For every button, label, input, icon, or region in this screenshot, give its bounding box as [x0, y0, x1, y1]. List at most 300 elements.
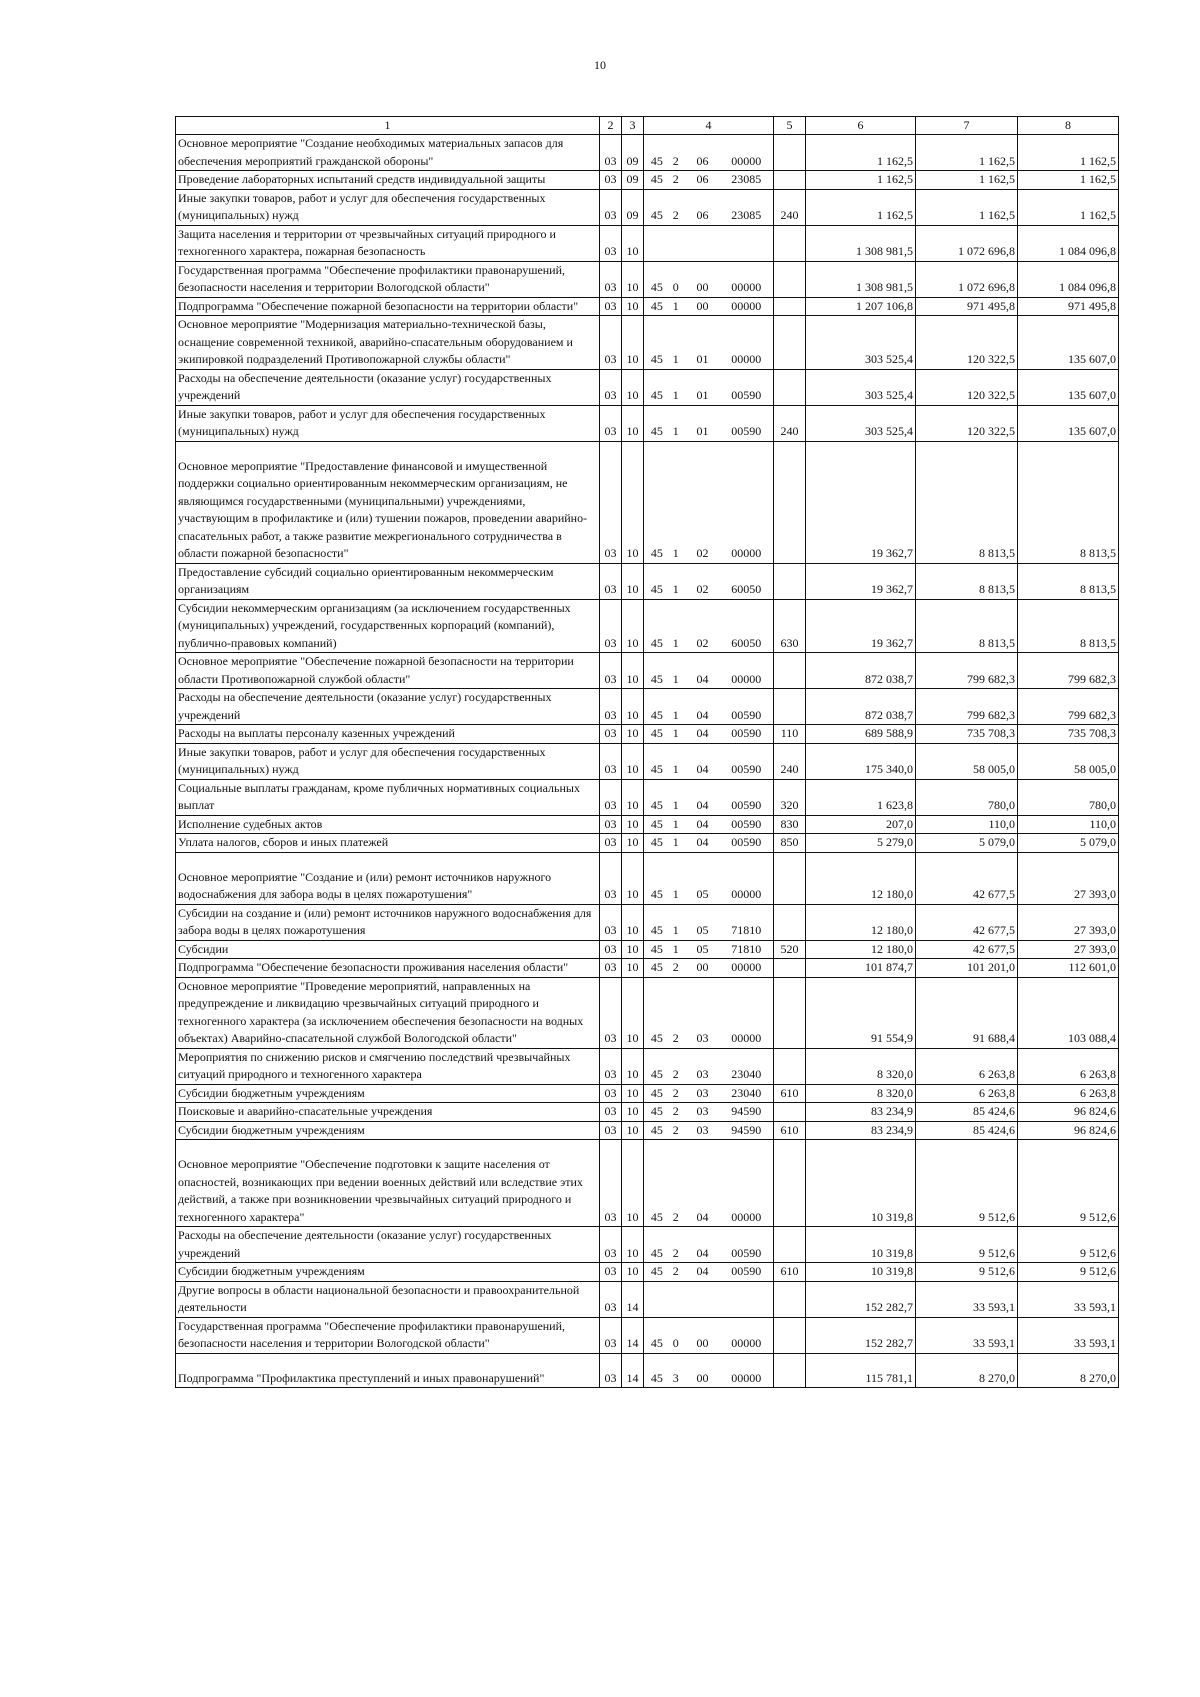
amount-col-7: 33 593,1: [916, 1317, 1018, 1353]
row-name: Уплата налогов, сборов и иных платежей: [178, 835, 389, 849]
table-row: [176, 834, 1119, 853]
subprogram-code: 1: [672, 941, 679, 956]
row-name-cell: [176, 1317, 600, 1353]
event-code: 04: [696, 1209, 709, 1224]
table-row: [176, 297, 1119, 316]
code-target-article: [644, 441, 774, 563]
direction-code: 23085: [731, 208, 762, 222]
row-name: Предоставление субсидий социально ориентированным некоммерческим организациям: [178, 564, 554, 596]
expense-type-code: [774, 563, 806, 599]
code-section: 03: [600, 225, 622, 261]
expense-type-code: [774, 1103, 806, 1122]
code-subsection: 09: [622, 135, 644, 171]
amount-col-8: 135 607,0: [1018, 369, 1119, 405]
direction-code: 71810: [731, 923, 762, 937]
row-name-cell: [176, 441, 600, 563]
code-section: 03: [600, 563, 622, 599]
program-code: 45: [650, 153, 663, 168]
event-code: 00: [696, 1336, 709, 1350]
program-code: 45: [650, 1209, 663, 1224]
direction-code: 00000: [731, 153, 762, 168]
subprogram-code: 2: [672, 172, 679, 186]
row-name-cell: [176, 225, 600, 261]
expense-type-code: 610: [774, 1084, 806, 1103]
code-subsection: 10: [622, 815, 644, 834]
program-code: 45: [650, 546, 663, 560]
event-code: 04: [696, 835, 709, 849]
subprogram-code: 1: [672, 923, 679, 937]
amount-col-6: 10 319,8: [806, 1227, 916, 1263]
code-subsection: 10: [622, 852, 644, 904]
code-section: 03: [600, 959, 622, 978]
subprogram-code: 2: [672, 1067, 679, 1081]
code-subsection: 10: [622, 441, 644, 563]
subprogram-code: 1: [672, 816, 679, 831]
expense-type-code: 240: [774, 743, 806, 779]
code-subsection: 10: [622, 1103, 644, 1122]
code-target-article: [644, 1227, 774, 1263]
amount-col-7: 1 072 696,8: [916, 225, 1018, 261]
subprogram-code: 1: [672, 835, 679, 849]
subprogram-code: 3: [672, 1370, 679, 1385]
col-header-2: 2: [600, 117, 622, 135]
table-row: [176, 189, 1119, 225]
code-section: 03: [600, 725, 622, 744]
expense-type-code: [774, 653, 806, 689]
amount-col-6: 152 282,7: [806, 1317, 916, 1353]
code-section: 03: [600, 1317, 622, 1353]
code-section: 03: [600, 904, 622, 940]
table-row: [176, 405, 1119, 441]
code-section: 03: [600, 441, 622, 563]
event-code: 01: [696, 388, 709, 402]
direction-code: 23085: [731, 172, 762, 186]
amount-col-8: 135 607,0: [1018, 316, 1119, 370]
table-row: [176, 563, 1119, 599]
code-section: 03: [600, 135, 622, 171]
event-code: 00: [696, 298, 709, 313]
code-target-article: [644, 1317, 774, 1353]
direction-code: 00000: [731, 1031, 762, 1045]
event-code: 06: [696, 172, 709, 186]
event-code: 02: [696, 546, 709, 560]
table-row: [176, 1121, 1119, 1140]
program-code: 45: [650, 1264, 663, 1278]
row-name: Субсидии некоммерческим организациям (за исключением государственных (муниципальных) учреждений, государственных корпораций (компаний), публично-правовых компаний): [178, 600, 571, 650]
amount-col-8: 112 601,0: [1018, 959, 1119, 978]
amount-col-6: 12 180,0: [806, 940, 916, 959]
program-code: 45: [650, 424, 663, 438]
col-header-1: 1: [176, 117, 600, 135]
col-header-4: 4: [644, 117, 774, 135]
amount-col-6: 1 623,8: [806, 779, 916, 815]
amount-col-7: 9 512,6: [916, 1140, 1018, 1227]
amount-col-8: 1 162,5: [1018, 189, 1119, 225]
code-subsection: 10: [622, 1121, 644, 1140]
row-name: Мероприятия по снижению рисков и смягчению последствий чрезвычайных ситуаций природного и техногенного характера: [178, 1049, 571, 1081]
code-target-article: [644, 297, 774, 316]
row-name: Расходы на обеспечение деятельности (оказание услуг) государственных учреждений: [178, 370, 552, 402]
program-code: 45: [650, 671, 663, 686]
amount-col-8: 8 813,5: [1018, 599, 1119, 653]
code-target-article: [644, 225, 774, 261]
expense-type-code: [774, 225, 806, 261]
code-section: 03: [600, 977, 622, 1048]
event-code: 04: [696, 816, 709, 831]
subprogram-code: 1: [672, 726, 679, 740]
amount-col-7: 85 424,6: [916, 1103, 1018, 1122]
direction-code: 00590: [731, 816, 762, 831]
amount-col-6: 1 162,5: [806, 171, 916, 190]
amount-col-6: 175 340,0: [806, 743, 916, 779]
amount-col-8: 27 393,0: [1018, 852, 1119, 904]
program-code: 45: [650, 298, 663, 313]
code-subsection: 10: [622, 725, 644, 744]
code-target-article: [644, 261, 774, 297]
row-name: Защита населения и территории от чрезвычайных ситуаций природного и техногенного характера, пожарная безопасность: [178, 226, 556, 258]
event-code: 02: [696, 582, 709, 596]
amount-col-8: 780,0: [1018, 779, 1119, 815]
amount-col-6: 8 320,0: [806, 1084, 916, 1103]
amount-col-6: 101 874,7: [806, 959, 916, 978]
amount-col-6: 19 362,7: [806, 441, 916, 563]
amount-col-6: 83 234,9: [806, 1121, 916, 1140]
row-name: Подпрограмма "Обеспечение пожарной безопасности на территории области": [178, 298, 579, 313]
expense-type-code: [774, 904, 806, 940]
direction-code: 00000: [731, 1336, 762, 1350]
subprogram-code: 1: [672, 707, 679, 722]
expense-type-code: 630: [774, 599, 806, 653]
row-name: Субсидии бюджетным учреждениям: [178, 1085, 365, 1100]
subprogram-code: 2: [672, 1264, 679, 1278]
row-name-cell: [176, 653, 600, 689]
subprogram-code: 1: [672, 388, 679, 402]
amount-col-8: 33 593,1: [1018, 1317, 1119, 1353]
direction-code: 23040: [731, 1067, 762, 1081]
amount-col-8: 971 495,8: [1018, 297, 1119, 316]
amount-col-7: 85 424,6: [916, 1121, 1018, 1140]
amount-col-7: 1 162,5: [916, 135, 1018, 171]
row-name-cell: [176, 940, 600, 959]
direction-code: 00590: [731, 424, 762, 438]
event-code: 04: [696, 762, 709, 776]
amount-col-7: 9 512,6: [916, 1227, 1018, 1263]
subprogram-code: 2: [672, 1031, 679, 1045]
code-target-article: [644, 779, 774, 815]
subprogram-code: 2: [672, 153, 679, 168]
event-code: 05: [696, 941, 709, 956]
code-target-article: [644, 689, 774, 725]
table-row: [176, 904, 1119, 940]
amount-col-7: 8 270,0: [916, 1353, 1018, 1388]
row-name: Основное мероприятие "Предоставление финансовой и имущественной поддержки социально ориентированным некоммерческим организациям, не являющимся государственными (муниципальными) учреждениями, участвующим в профилактике и (или) тушении пожаров, проведении аварийно-спасательных работ, а также развитие межрегионального сотрудничества в области пожарной безопасности": [178, 458, 588, 560]
amount-col-8: 27 393,0: [1018, 904, 1119, 940]
program-code: 45: [650, 1336, 663, 1350]
code-target-article: [644, 171, 774, 190]
expense-type-code: [774, 1353, 806, 1388]
amount-col-6: 872 038,7: [806, 689, 916, 725]
amount-col-8: 1 084 096,8: [1018, 225, 1119, 261]
amount-col-6: 1 162,5: [806, 135, 916, 171]
row-name-cell: [176, 563, 600, 599]
amount-col-6: 83 234,9: [806, 1103, 916, 1122]
row-name: Расходы на обеспечение деятельности (оказание услуг) государственных учреждений: [178, 1228, 552, 1260]
table-row: [176, 1084, 1119, 1103]
code-section: 03: [600, 815, 622, 834]
expense-type-code: [774, 369, 806, 405]
program-code: 45: [650, 172, 663, 186]
program-code: 45: [650, 835, 663, 849]
amount-col-8: 96 824,6: [1018, 1103, 1119, 1122]
table-row: [176, 959, 1119, 978]
amount-col-6: 19 362,7: [806, 563, 916, 599]
code-target-article: [644, 1048, 774, 1084]
table-row: [176, 1263, 1119, 1282]
table-row: [176, 599, 1119, 653]
direction-code: 00590: [731, 726, 762, 740]
direction-code: 23040: [731, 1085, 762, 1100]
amount-col-6: 207,0: [806, 815, 916, 834]
row-name: Иные закупки товаров, работ и услуг для обеспечения государственных (муниципальных) нужд: [178, 744, 546, 776]
row-name: Основное мероприятие "Создание необходимых материальных запасов для обеспечения мероприятий гражданской обороны": [178, 136, 564, 168]
expense-type-code: [774, 959, 806, 978]
direction-code: 00590: [731, 835, 762, 849]
amount-col-7: 101 201,0: [916, 959, 1018, 978]
code-section: 03: [600, 405, 622, 441]
amount-col-8: 1 162,5: [1018, 171, 1119, 190]
code-subsection: 10: [622, 599, 644, 653]
table-row: [176, 316, 1119, 370]
col-header-5: 5: [774, 117, 806, 135]
code-subsection: 10: [622, 743, 644, 779]
amount-col-7: 1 162,5: [916, 189, 1018, 225]
amount-col-7: 5 079,0: [916, 834, 1018, 853]
code-subsection: 10: [622, 316, 644, 370]
code-subsection: 10: [622, 369, 644, 405]
expense-type-code: 240: [774, 405, 806, 441]
program-code: 45: [650, 1085, 663, 1100]
table-row: [176, 1140, 1119, 1227]
code-section: 03: [600, 261, 622, 297]
amount-col-6: 10 319,8: [806, 1140, 916, 1227]
code-subsection: 10: [622, 261, 644, 297]
row-name-cell: [176, 904, 600, 940]
amount-col-6: 152 282,7: [806, 1281, 916, 1317]
amount-col-6: 5 279,0: [806, 834, 916, 853]
event-code: 03: [696, 1067, 709, 1081]
row-name: Основное мероприятие "Модернизация материально-технической базы, оснащение современной техникой, аварийно-спасательным оборудованием и экипировкой подразделений Противопожарной службы области": [178, 317, 573, 366]
expense-type-code: [774, 171, 806, 190]
program-code: 45: [650, 388, 663, 402]
row-name-cell: [176, 1048, 600, 1084]
table-row: [176, 743, 1119, 779]
row-name: Субсидии на создание и (или) ремонт источников наружного водоснабжения для забора воды в целях пожаротушения: [178, 905, 592, 937]
event-code: 03: [696, 1122, 709, 1137]
code-subsection: 10: [622, 834, 644, 853]
event-code: 03: [696, 1104, 709, 1118]
code-subsection: 10: [622, 779, 644, 815]
subprogram-code: 0: [672, 1336, 679, 1350]
amount-col-8: 110,0: [1018, 815, 1119, 834]
row-name-cell: [176, 1227, 600, 1263]
table-row: [176, 1227, 1119, 1263]
amount-col-8: 799 682,3: [1018, 653, 1119, 689]
direction-code: 60050: [731, 635, 762, 650]
code-subsection: 10: [622, 1048, 644, 1084]
row-name: Основное мероприятие "Создание и (или) ремонт источников наружного водоснабжения для забора воды в целях пожаротушения": [178, 869, 552, 901]
amount-col-7: 42 677,5: [916, 940, 1018, 959]
code-section: 03: [600, 1263, 622, 1282]
expense-type-code: 110: [774, 725, 806, 744]
code-target-article: [644, 653, 774, 689]
row-name: Основное мероприятие "Проведение мероприятий, направленных на предупреждение и ликвидацию чрезвычайных ситуаций природного и техногенного характера (за исключением обеспечения безопасности на водных объектах) Аварийно-спасательной службой Вологодской области": [178, 978, 584, 1045]
table-row: [176, 261, 1119, 297]
amount-col-6: 115 781,1: [806, 1353, 916, 1388]
row-name: Иные закупки товаров, работ и услуг для обеспечения государственных (муниципальных) нужд: [178, 190, 546, 222]
code-subsection: 10: [622, 1140, 644, 1227]
table-row: [176, 779, 1119, 815]
amount-col-8: 27 393,0: [1018, 940, 1119, 959]
subprogram-code: 2: [672, 1122, 679, 1137]
code-subsection: 10: [622, 1084, 644, 1103]
amount-col-7: 1 162,5: [916, 171, 1018, 190]
event-code: 00: [696, 280, 709, 294]
direction-code: 71810: [731, 941, 762, 956]
row-name: Социальные выплаты гражданам, кроме публичных нормативных социальных выплат: [178, 780, 580, 812]
table-row: [176, 441, 1119, 563]
code-section: 03: [600, 316, 622, 370]
program-code: 45: [650, 726, 663, 740]
amount-col-7: 9 512,6: [916, 1263, 1018, 1282]
expense-type-code: [774, 1227, 806, 1263]
code-section: 03: [600, 297, 622, 316]
table-row: [176, 689, 1119, 725]
code-section: 03: [600, 1140, 622, 1227]
subprogram-code: 1: [672, 635, 679, 650]
code-section: 03: [600, 653, 622, 689]
event-code: 03: [696, 1085, 709, 1100]
subprogram-code: 2: [672, 960, 679, 974]
code-target-article: [644, 1084, 774, 1103]
code-target-article: [644, 959, 774, 978]
program-code: 45: [650, 1245, 663, 1260]
direction-code: 00000: [731, 1209, 762, 1224]
code-subsection: 09: [622, 171, 644, 190]
amount-col-8: 8 813,5: [1018, 441, 1119, 563]
event-code: 00: [696, 1370, 709, 1385]
code-subsection: 10: [622, 959, 644, 978]
direction-code: 00000: [731, 1370, 762, 1385]
event-code: 04: [696, 726, 709, 740]
row-name-cell: [176, 1103, 600, 1122]
amount-col-8: 6 263,8: [1018, 1084, 1119, 1103]
row-name-cell: [176, 1281, 600, 1317]
budget-table: [175, 116, 1119, 1388]
code-target-article: [644, 1263, 774, 1282]
expense-type-code: [774, 297, 806, 316]
code-target-article: [644, 369, 774, 405]
amount-col-8: 96 824,6: [1018, 1121, 1119, 1140]
event-code: 00: [696, 960, 709, 974]
row-name-cell: [176, 1140, 600, 1227]
subprogram-code: 1: [672, 582, 679, 596]
program-code: 45: [650, 707, 663, 722]
table-row: [176, 369, 1119, 405]
amount-col-8: 799 682,3: [1018, 689, 1119, 725]
code-target-article: [644, 834, 774, 853]
row-name-cell: [176, 135, 600, 171]
direction-code: 00000: [731, 671, 762, 686]
row-name-cell: [176, 171, 600, 190]
event-code: 04: [696, 1245, 709, 1260]
expense-type-code: [774, 316, 806, 370]
code-subsection: 10: [622, 904, 644, 940]
code-target-article: [644, 563, 774, 599]
subprogram-code: 1: [672, 887, 679, 901]
row-name: Проведение лабораторных испытаний средств индивидуальной защиты: [178, 172, 546, 186]
header-row: [176, 117, 1119, 135]
code-target-article: [644, 599, 774, 653]
row-name-cell: [176, 1263, 600, 1282]
subprogram-code: 2: [672, 1104, 679, 1118]
amount-col-6: 1 308 981,5: [806, 261, 916, 297]
table-row: [176, 1317, 1119, 1353]
amount-col-6: 1 162,5: [806, 189, 916, 225]
direction-code: 00590: [731, 798, 762, 812]
amount-col-6: 19 362,7: [806, 599, 916, 653]
expense-type-code: [774, 441, 806, 563]
amount-col-6: 8 320,0: [806, 1048, 916, 1084]
row-name: Государственная программа "Обеспечение профилактики правонарушений, безопасности населения и территории Вологодской области": [178, 1318, 566, 1350]
amount-col-7: 120 322,5: [916, 316, 1018, 370]
code-target-article: [644, 1103, 774, 1122]
row-name-cell: [176, 261, 600, 297]
amount-col-7: 8 813,5: [916, 563, 1018, 599]
amount-col-8: 9 512,6: [1018, 1140, 1119, 1227]
expense-type-code: 830: [774, 815, 806, 834]
subprogram-code: 2: [672, 1085, 679, 1100]
code-target-article: [644, 904, 774, 940]
code-target-article: [644, 1353, 774, 1388]
subprogram-code: 2: [672, 1245, 679, 1260]
amount-col-7: 91 688,4: [916, 977, 1018, 1048]
code-subsection: 10: [622, 405, 644, 441]
code-section: 03: [600, 1227, 622, 1263]
col-header-3: 3: [622, 117, 644, 135]
expense-type-code: 610: [774, 1263, 806, 1282]
program-code: 45: [650, 887, 663, 901]
program-code: 45: [650, 208, 663, 222]
subprogram-code: 1: [672, 762, 679, 776]
amount-col-8: 9 512,6: [1018, 1263, 1119, 1282]
amount-col-7: 780,0: [916, 779, 1018, 815]
amount-col-7: 58 005,0: [916, 743, 1018, 779]
direction-code: 00590: [731, 762, 762, 776]
event-code: 04: [696, 1264, 709, 1278]
direction-code: 94590: [731, 1122, 762, 1137]
code-section: 03: [600, 599, 622, 653]
row-name: Государственная программа "Обеспечение профилактики правонарушений, безопасности населения и территории Вологодской области": [178, 262, 566, 294]
row-name: Расходы на выплаты персоналу казенных учреждений: [178, 726, 455, 740]
row-name: Основное мероприятие "Обеспечение подготовки к защите населения от опасностей, возникающих при ведении военных действий или вследствие этих действий, а также при возникновении чрезвычайных ситуаций природного и техногенного характера": [178, 1157, 583, 1224]
event-code: 01: [696, 352, 709, 366]
program-code: 45: [650, 352, 663, 366]
code-section: 03: [600, 834, 622, 853]
subprogram-code: 1: [672, 298, 679, 313]
code-subsection: 10: [622, 563, 644, 599]
amount-col-8: 1 162,5: [1018, 135, 1119, 171]
col-header-8: 8: [1018, 117, 1119, 135]
